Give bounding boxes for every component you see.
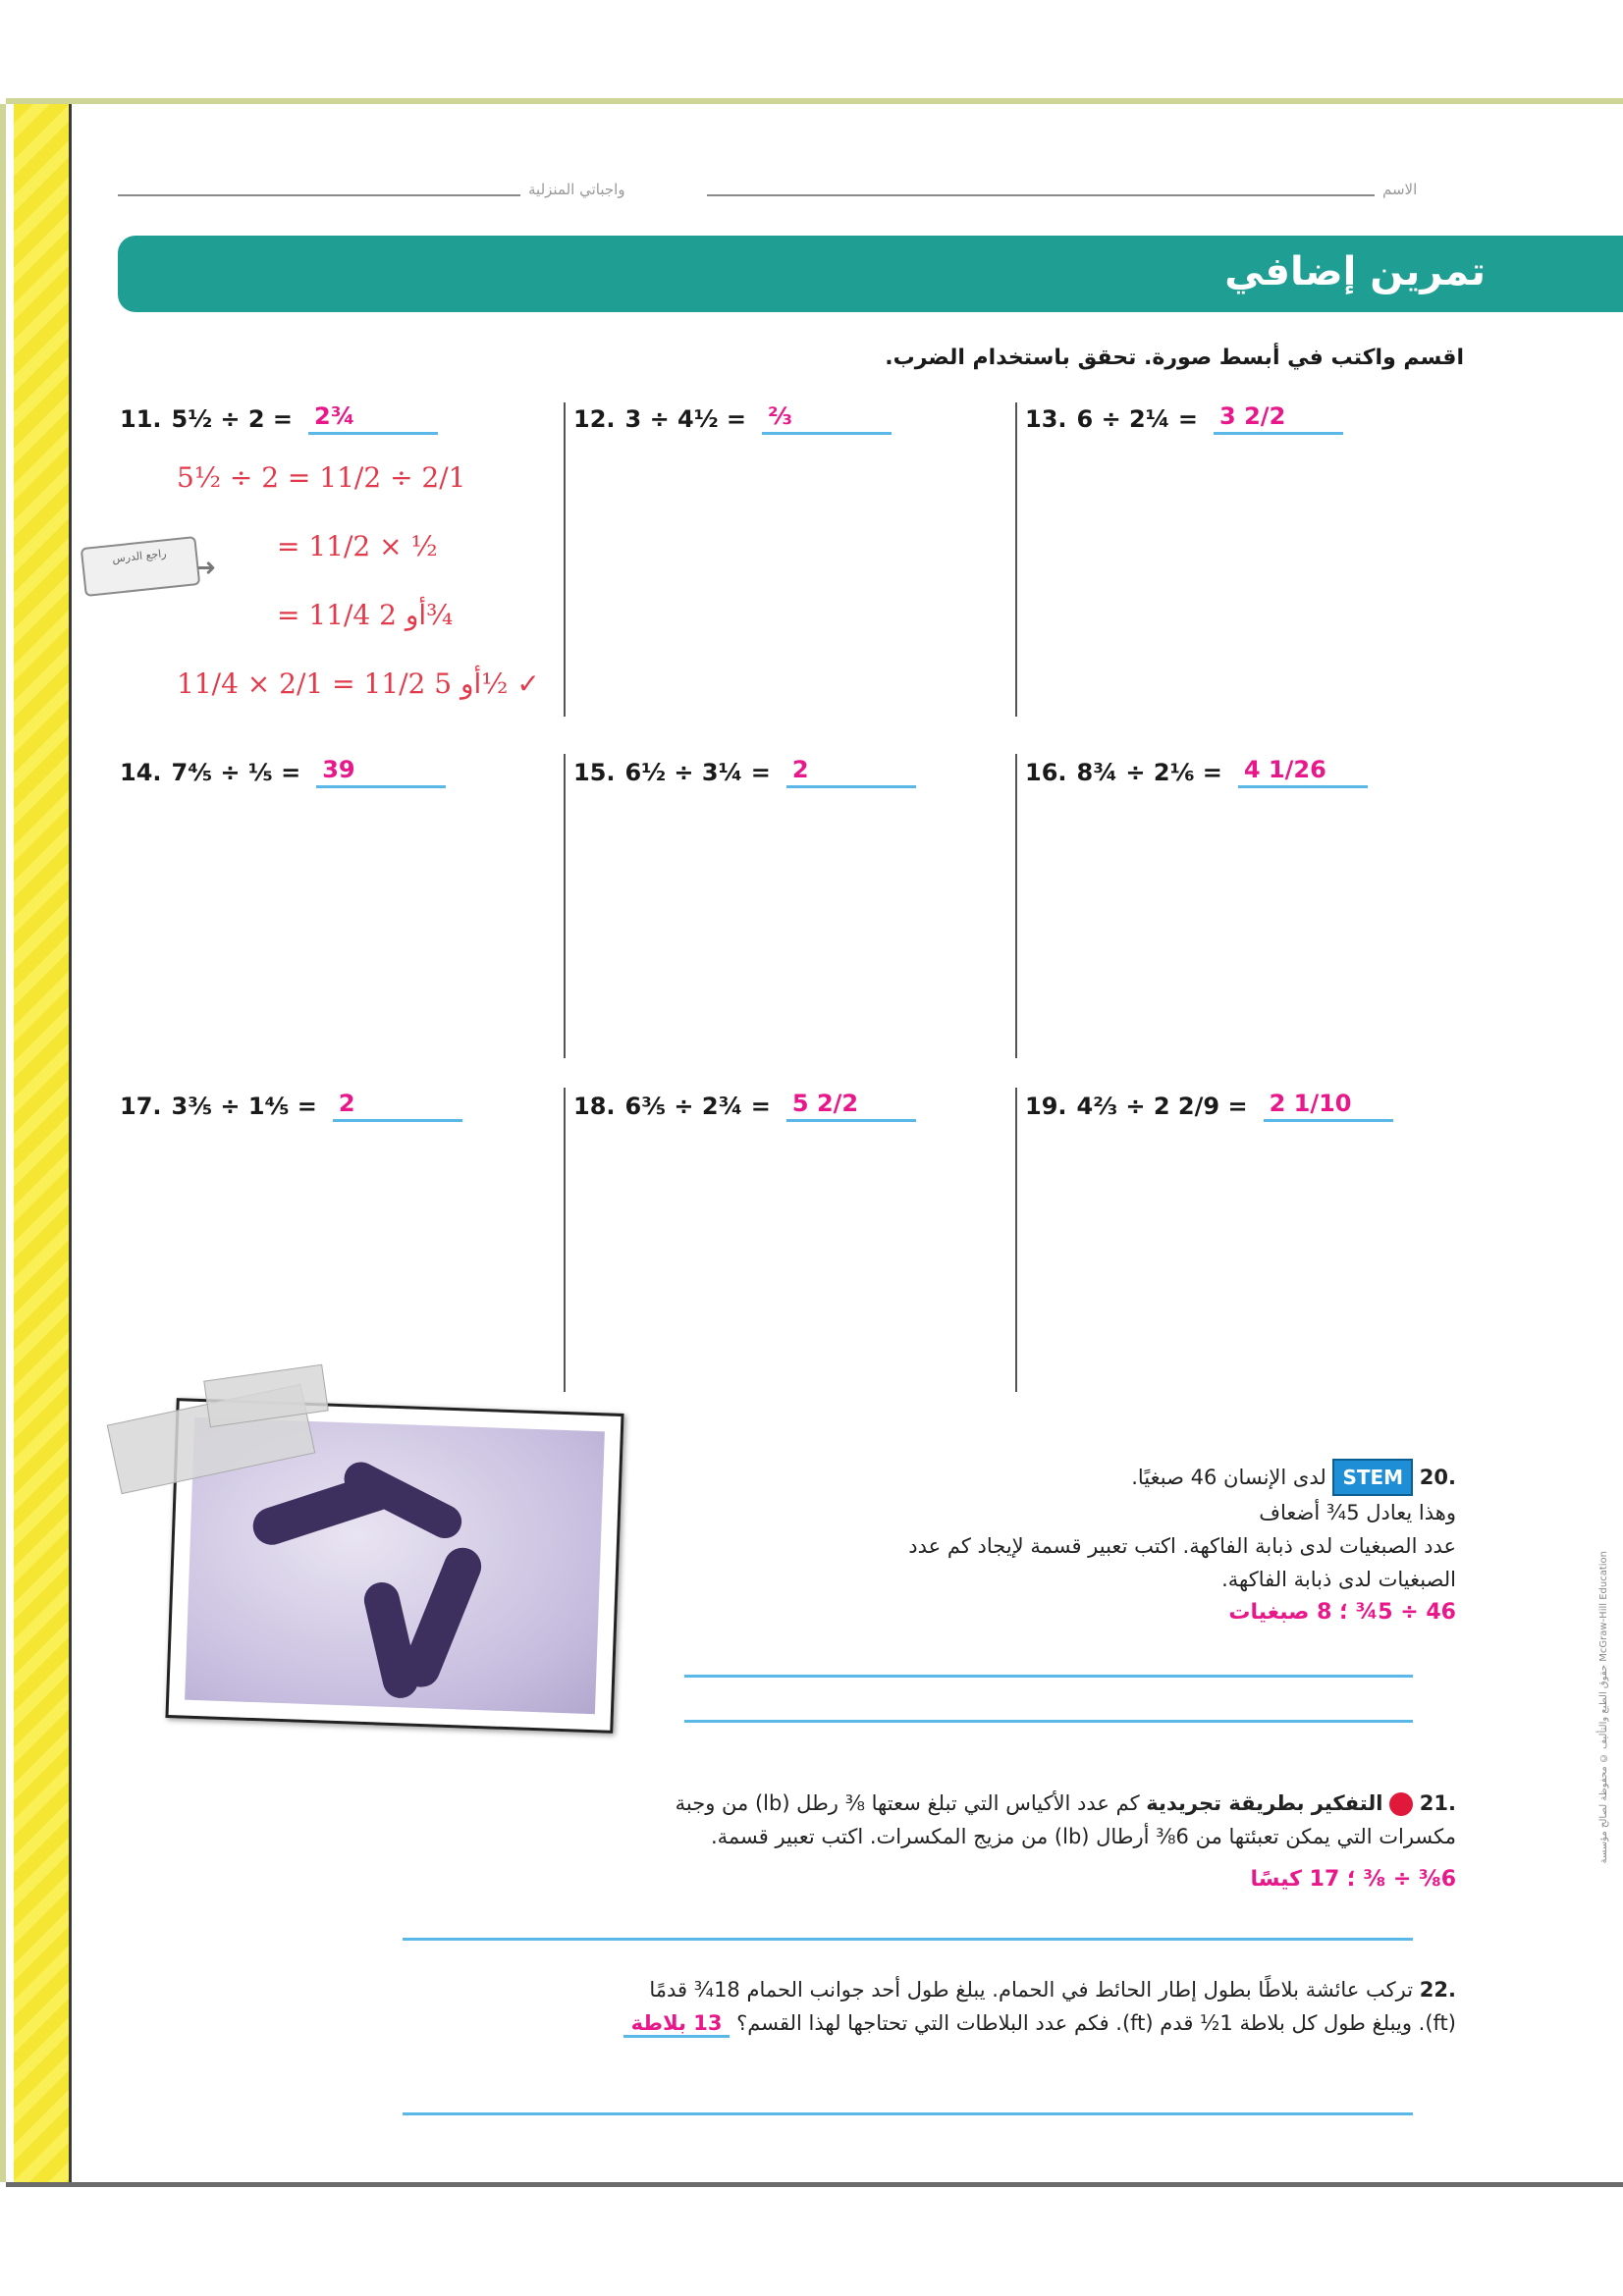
- problem-number: 12.: [573, 404, 616, 433]
- problem-11: [120, 402, 438, 435]
- problem-expression: 5½ ÷ 2 =: [171, 404, 294, 433]
- problem-number: 14.: [120, 758, 162, 786]
- worked-step-3: = 11/4 أو 2¾: [277, 599, 454, 631]
- top-margin: [0, 0, 1623, 98]
- column-divider: [1015, 1088, 1017, 1392]
- problem-expression: 3⅗ ÷ 1⅘ =: [171, 1092, 317, 1120]
- answer-line: [684, 1720, 1413, 1723]
- question-text: تركب عائشة بلاطًا بطول إطار الحائط في الحمام. يبلغ طول أحد جوانب الحمام 18¾ قدمًا: [649, 1978, 1414, 2002]
- problem-number: 18.: [573, 1092, 616, 1120]
- answer-text[interactable]: 46 ÷ 5¾ ؛ 8 صبغيات: [1228, 1600, 1456, 1625]
- problem-15: [573, 756, 916, 788]
- question-22: [396, 1973, 1456, 2040]
- problem-expression: 3 ÷ 4½ =: [624, 404, 747, 433]
- answer-field[interactable]: 13 بلاطة: [623, 2011, 730, 2038]
- worked-step-1: 5½ ÷ 2 = 11/2 ÷ 2/1: [177, 461, 466, 494]
- problem-number: 13.: [1025, 404, 1067, 433]
- answer-field[interactable]: 5 2/2: [786, 1090, 916, 1122]
- answer-line: [684, 1675, 1413, 1678]
- problem-number: 17.: [120, 1092, 162, 1120]
- question-text: الصبغيات لدى ذبابة الفاكهة.: [1221, 1568, 1456, 1591]
- question-number: .22: [1419, 1978, 1456, 2002]
- problem-expression: 6 ÷ 2¼ =: [1076, 404, 1199, 433]
- header-line-right: [707, 194, 1375, 196]
- problem-12: [573, 402, 892, 435]
- column-divider: [564, 754, 566, 1058]
- answer-field[interactable]: 2¾: [308, 402, 438, 435]
- banner-title: تمرين إضافي: [1224, 249, 1486, 294]
- column-divider: [1015, 402, 1017, 717]
- question-text: مكسرات التي يمكن تعبئتها من 6⅜ أرطال (lb) من مزيج المكسرات. اكتب تعبير قسمة.: [710, 1825, 1456, 1848]
- problem-19: [1025, 1090, 1393, 1122]
- problem-14: [120, 756, 446, 788]
- problem-17: [120, 1090, 462, 1122]
- answer-field[interactable]: 39: [316, 756, 446, 788]
- stem-badge: STEM: [1332, 1459, 1413, 1496]
- question-21: [396, 1787, 1456, 1896]
- problem-16: [1025, 756, 1368, 788]
- answer-line: [403, 2112, 1413, 2115]
- header-homework-label: واجباتي المنزلية: [528, 181, 625, 198]
- answer-field[interactable]: 2 1/10: [1264, 1090, 1393, 1122]
- problem-18: [573, 1090, 916, 1122]
- question-text: عدد الصبغيات لدى ذبابة الفاكهة. اكتب تعبير قسمة لإيجاد كم عدد: [908, 1534, 1456, 1558]
- title-banner: [118, 236, 1623, 312]
- answer-text[interactable]: 6⅜ ÷ ⅜ ؛ 17 كيسًا: [1250, 1867, 1456, 1892]
- copyright-notice: حقوق الطبع والتأليف © محفوظة لصالح مؤسسة McGraw-Hill Education: [1598, 1551, 1609, 1864]
- question-number: .20: [1419, 1466, 1456, 1489]
- yellow-edge-stripe: [14, 104, 72, 2182]
- instructions: اقسم واكتب في أبسط صورة. تحقق باستخدام الضرب.: [885, 346, 1464, 370]
- problem-expression: 8¾ ÷ 2⅙ =: [1076, 758, 1222, 786]
- answer-field[interactable]: ⅔: [762, 402, 892, 435]
- question-20: [671, 1459, 1456, 1629]
- answer-field[interactable]: 4 1/26: [1238, 756, 1368, 788]
- thinking-icon: [1389, 1792, 1413, 1816]
- question-number: .21: [1419, 1791, 1456, 1815]
- answer-line: [403, 1938, 1413, 1941]
- worked-step-2: = 11/2 × ½: [277, 530, 438, 562]
- arrow-right-icon: ➜: [196, 554, 217, 581]
- review-tag: راجع الدرس: [81, 536, 201, 597]
- question-text: وهذا يعادل 5¾ أضعاف: [1259, 1501, 1456, 1524]
- problem-number: 16.: [1025, 758, 1067, 786]
- question-title: التفكير بطريقة تجريدية: [1146, 1791, 1383, 1815]
- column-divider: [564, 1088, 566, 1392]
- answer-field[interactable]: 2: [786, 756, 916, 788]
- header-name-label: الاسم: [1382, 181, 1418, 198]
- answer-field[interactable]: 3 2/2: [1214, 402, 1343, 435]
- problem-13: [1025, 402, 1343, 435]
- question-text: (ft). ويبلغ طول كل بلاطة 1½ قدم (ft). فكم عدد البلاطات التي تحتاجها لهذا القسم؟: [736, 2011, 1456, 2035]
- column-divider: [1015, 754, 1017, 1058]
- problem-expression: 4⅔ ÷ 2 2/9 =: [1076, 1092, 1248, 1120]
- header-line-left: [118, 194, 520, 196]
- answer-field[interactable]: 2: [333, 1090, 462, 1122]
- problem-expression: 6½ ÷ 3¼ =: [624, 758, 771, 786]
- question-text: لدى الإنسان 46 صبغيًا.: [1131, 1466, 1326, 1489]
- question-text: كم عدد الأكياس التي تبلغ سعتها ⅜ رطل (lb) من وجبة: [675, 1791, 1140, 1815]
- column-divider: [564, 402, 566, 717]
- problem-number: 15.: [573, 758, 616, 786]
- problem-expression: 6⅗ ÷ 2¾ =: [624, 1092, 771, 1120]
- problem-number: 11.: [120, 404, 162, 433]
- worked-step-4: 11/4 × 2/1 = 11/2 أو 5½ ✓: [177, 667, 540, 700]
- problem-expression: 7⅘ ÷ ⅕ =: [171, 758, 301, 786]
- problem-number: 19.: [1025, 1092, 1067, 1120]
